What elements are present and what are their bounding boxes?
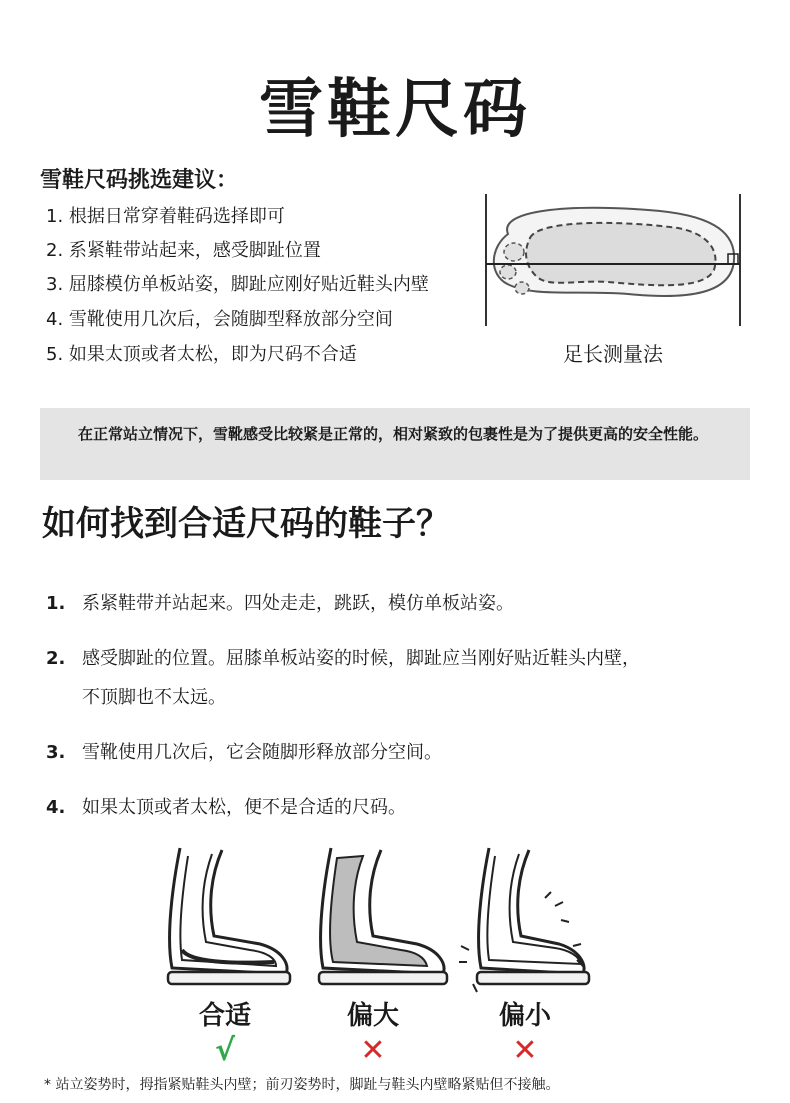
foot-measurement-diagram bbox=[478, 190, 748, 330]
step-text: 感受脚趾的位置。屈膝单板站姿的时候，脚趾应当刚好贴近鞋头内壁， bbox=[82, 648, 640, 669]
step-text: 系紧鞋带并站起来。四处走走，跳跃，模仿单板站姿。 bbox=[82, 593, 514, 614]
tip-item: 4. 雪靴使用几次后，会随脚型释放部分空间 bbox=[46, 309, 393, 330]
tip-item: 3. 屈膝模仿单板站姿，脚趾应刚好贴近鞋头内壁 bbox=[46, 274, 429, 295]
tip-item: 5. 如果太顶或者太松，即为尺码不合适 bbox=[46, 344, 357, 365]
step-number: 3. bbox=[46, 742, 66, 763]
step-number: 1. bbox=[46, 593, 66, 614]
boot-fit-illustration bbox=[150, 838, 300, 998]
section-heading: 如何找到合适尺码的鞋子？ bbox=[42, 504, 450, 544]
footnote: * 站立姿势时，拇指紧贴鞋头内壁；前刃姿势时，脚趾与鞋头内壁略紧贴但不接触。 bbox=[44, 1077, 560, 1093]
step-number: 4. bbox=[46, 797, 66, 818]
tip-item: 1. 根据日常穿着鞋码选择即可 bbox=[46, 206, 285, 227]
page-title: 雪鞋尺码 bbox=[259, 73, 531, 147]
note-text: 在正常站立情况下，雪靴感受比较紧是正常的，相对紧致的包裹性是为了提供更高的安全性能。 bbox=[78, 425, 709, 443]
note-box bbox=[40, 408, 750, 480]
tip-item: 2. 系紧鞋带站起来，感受脚趾位置 bbox=[46, 240, 321, 261]
fit-label: 偏大 bbox=[346, 1001, 399, 1031]
cross-icon: ✕ bbox=[512, 1033, 538, 1068]
step-text: 如果太顶或者太松，便不是合适的尺码。 bbox=[82, 797, 406, 818]
step-text-continued: 不顶脚也不太远。 bbox=[82, 687, 226, 708]
foot-diagram-caption: 足长测量法 bbox=[563, 342, 663, 366]
check-icon: √ bbox=[214, 1033, 235, 1068]
tips-heading: 雪鞋尺码挑选建议： bbox=[40, 168, 239, 193]
cross-icon: ✕ bbox=[360, 1033, 386, 1068]
step-number: 2. bbox=[46, 648, 66, 669]
fit-label: 合适 bbox=[198, 1001, 251, 1031]
fit-label: 偏小 bbox=[498, 1001, 551, 1031]
step-text: 雪靴使用几次后，它会随脚形释放部分空间。 bbox=[82, 742, 442, 763]
boot-too-big-illustration bbox=[305, 838, 455, 998]
boot-too-small-illustration bbox=[455, 838, 605, 998]
